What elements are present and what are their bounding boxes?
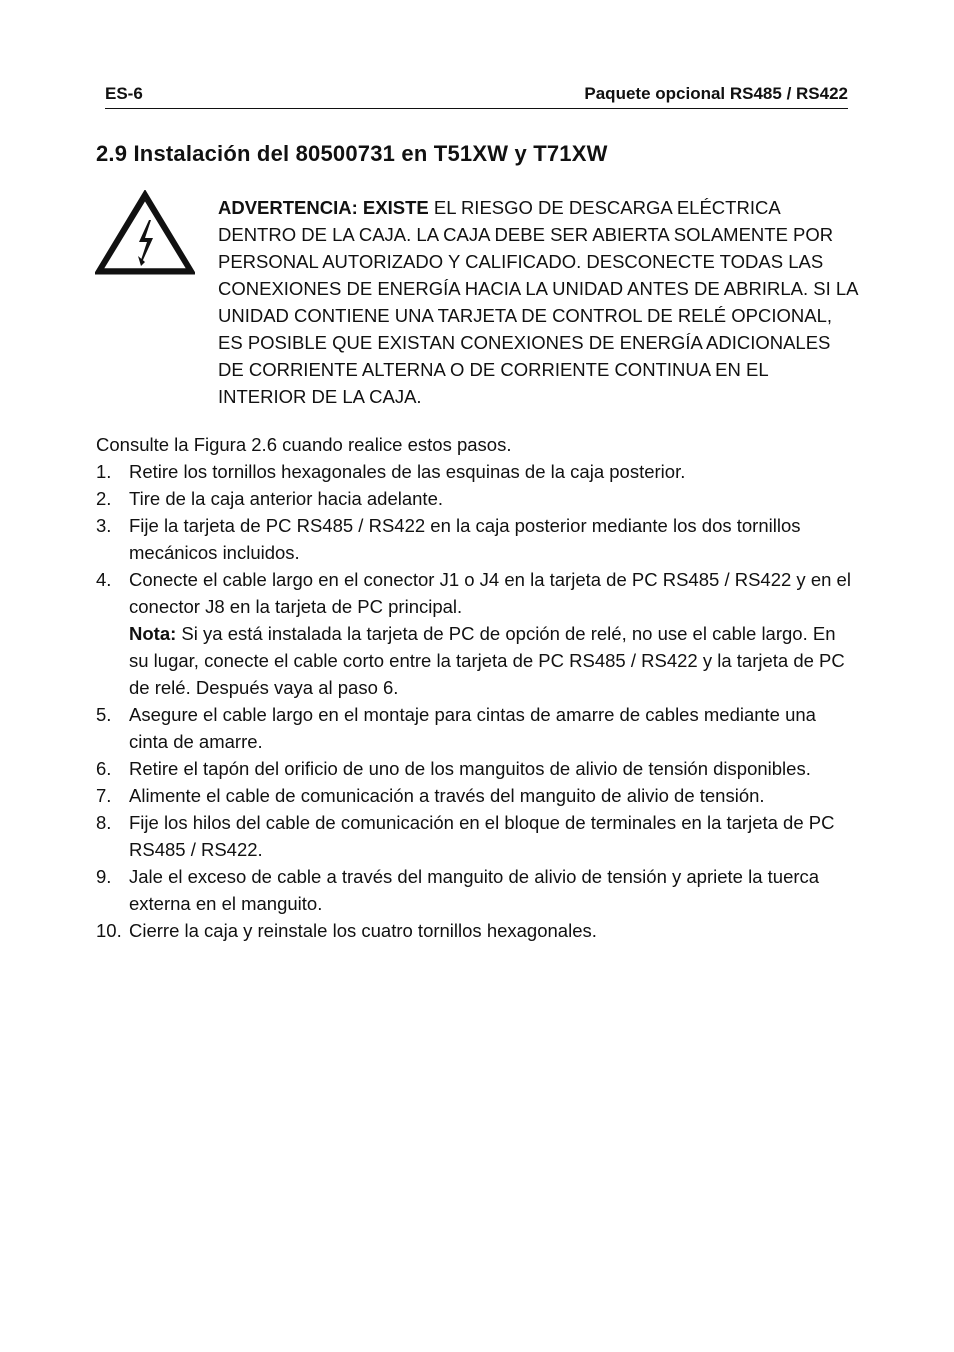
- step-number: 7.: [96, 785, 112, 806]
- list-item: [96, 512, 858, 566]
- list-item: [96, 782, 858, 809]
- step-number: 4.: [96, 569, 112, 590]
- step-text: Fije los hilos del cable de comunicación en el bloque de terminales en la tarjeta de PC RS485 / RS422.: [129, 812, 835, 860]
- list-item: [96, 458, 858, 485]
- header-section-title: Paquete opcional RS485 / RS422: [584, 84, 848, 103]
- step-number: 8.: [96, 812, 112, 833]
- warning-text: [218, 194, 858, 410]
- step-number: 5.: [96, 704, 112, 725]
- electric-shock-warning-icon: [95, 190, 195, 276]
- step-number: 1.: [96, 461, 112, 482]
- list-item: [96, 755, 858, 782]
- list-item: [96, 566, 858, 701]
- step-text: Fije la tarjeta de PC RS485 / RS422 en la caja posterior mediante los dos tornillos mecánicos incluidos.: [129, 515, 801, 563]
- step-text: Retire el tapón del orificio de uno de los manguitos de alivio de tensión disponibles.: [129, 758, 811, 779]
- step-text: Asegure el cable largo en el montaje para cintas de amarre de cables mediante una cinta de amarre.: [129, 704, 816, 752]
- step-number: 9.: [96, 866, 112, 887]
- warning-body: EL RIESGO DE DESCARGA ELÉCTRICA DENTRO DE LA CAJA. LA CAJA DEBE SER ABIERTA SOLAMENTE POR PERSONAL AUTORIZADO Y CALIFICADO. DESCONECTE TODAS LAS CONEXIONES DE ENERGÍA HACIA LA UNIDAD ANTES DE ABRIRLA. SI LA UNIDAD CONTIENE UNA TARJETA DE CONTROL DE RELÉ OPCIONAL, ES POSIBLE QUE EXISTAN CONEXIONES DE ENERGÍA ADICIONALES DE CORRIENTE ALTERNA O DE CORRIENTE CONTINUA EN EL INTERIOR DE LA CAJA.: [218, 197, 858, 407]
- list-item: [96, 701, 858, 755]
- steps-list: [96, 458, 858, 944]
- warning-lead: ADVERTENCIA: EXISTE: [218, 197, 429, 218]
- list-item: [96, 863, 858, 917]
- step-text: Conecte el cable largo en el conector J1 o J4 en la tarjeta de PC RS485 / RS422 y en el conector J8 en la tarjeta de PC principal.: [129, 569, 851, 617]
- step-text: Cierre la caja y reinstale los cuatro tornillos hexagonales.: [129, 920, 597, 941]
- section-heading: 2.9 Instalación del 80500731 en T51XW y T71XW: [96, 141, 608, 166]
- note-label: Nota:: [129, 623, 177, 644]
- step-text: Retire los tornillos hexagonales de las esquinas de la caja posterior.: [129, 461, 686, 482]
- list-item: [96, 917, 858, 944]
- page-header: [105, 84, 848, 109]
- step-text: Alimente el cable de comunicación a través del manguito de alivio de tensión.: [129, 785, 765, 806]
- list-item: [96, 809, 858, 863]
- step-number: 6.: [96, 758, 112, 779]
- step-number: 3.: [96, 515, 112, 536]
- intro-text: Consulte la Figura 2.6 cuando realice estos pasos.: [96, 434, 512, 455]
- list-item: [96, 485, 858, 512]
- step-text: Tire de la caja anterior hacia adelante.: [129, 488, 444, 509]
- step-text: Jale el exceso de cable a través del manguito de alivio de tensión y apriete la tuerca externa en el manguito.: [129, 866, 820, 914]
- page-number: ES-6: [105, 84, 143, 103]
- step-number: 10.: [96, 920, 122, 941]
- note-text: Si ya está instalada la tarjeta de PC de opción de relé, no use el cable largo. En su lugar, conecte el cable corto entre la tarjeta de PC RS485 / RS422 y la tarjeta de PC de relé. Después vaya al paso 6.: [129, 623, 845, 698]
- step-number: 2.: [96, 488, 112, 509]
